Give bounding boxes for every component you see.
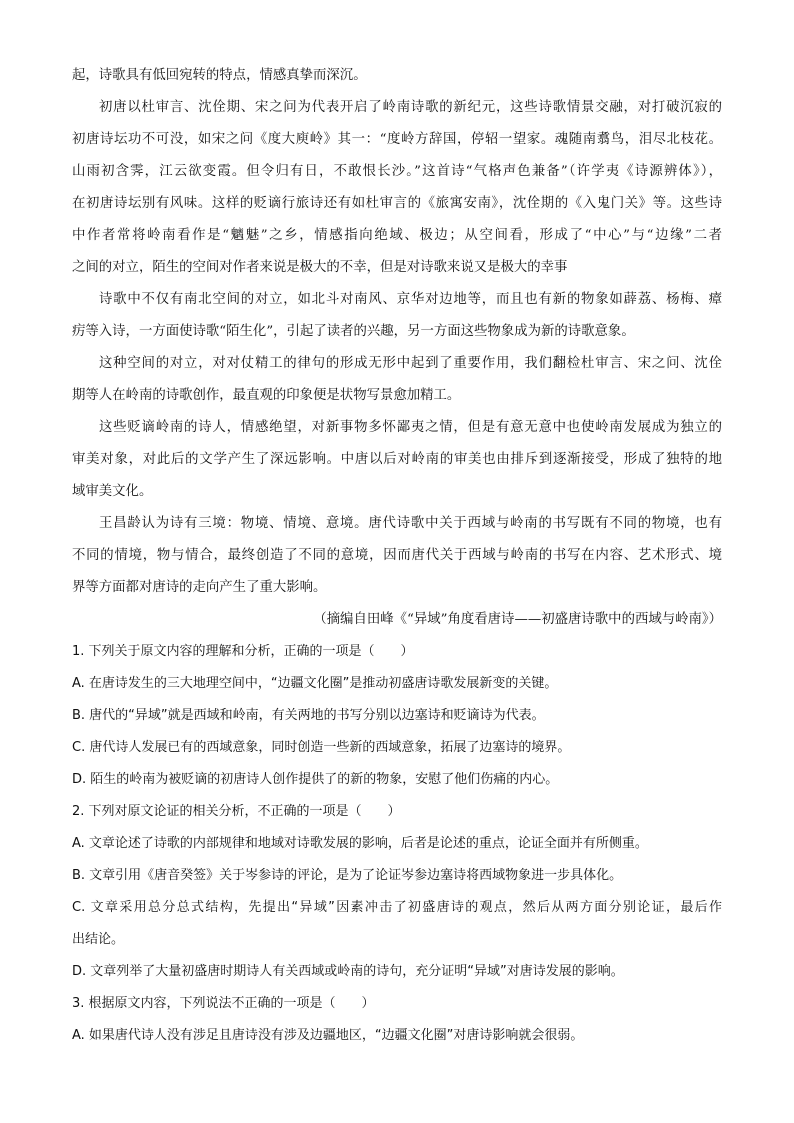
passage-line: 王昌龄认为诗有三境：物境、情境、意境。唐代诗歌中关于西域与岭南的书写既有不同的物境，也有 [99, 516, 722, 531]
passage-line: 中作者常将岭南看作是“魑魅”之乡，情感指向绝域、极边；从空间看，形成了“中心”与“边缘”二者 [72, 228, 722, 243]
passage-line: 在初唐诗坛别有风味。这样的贬谪行旅诗还有如杜审言的《旅寓安南》，沈佺期的《入鬼门关》等。这些诗 [72, 196, 722, 211]
passage-line: 之间的对立，陌生的空间对作者来说是极大的不幸，但是对诗歌来说又是极大的幸事 [72, 260, 568, 275]
question-stem: 2. 下列对原文论证的相关分析，不正确的一项是（ ） [72, 804, 401, 819]
option-d: D. 陌生的岭南为被贬谪的初唐诗人创作提供了的新的物象，安慰了他们伤痛的内心。 [72, 772, 559, 787]
question-stem: 1. 下列关于原文内容的理解和分析，正确的一项是（ ） [72, 644, 414, 659]
passage-line: 界等方面都对唐诗的走向产生了重大影响。 [72, 580, 327, 595]
passage-line: 这些贬谪岭南的诗人，情感绝望，对新事物多怀鄙夷之情，但是有意无意中也使岭南发展成为独立的 [99, 420, 722, 435]
passage-line: 诗歌中不仅有南北空间的对立，如北斗对南风、京华对边地等，而且也有新的物象如薜荔、杨梅、瘴 [99, 292, 722, 307]
passage-line: 域审美文化。 [72, 484, 153, 499]
option-c: C. 文章采用总分总式结构，先提出“异域”因素冲击了初盛唐诗的观点，然后从两方面分别论证，最后作 [72, 900, 722, 915]
option-c-continued: 出结论。 [72, 932, 125, 947]
option-c: C. 唐代诗人发展已有的西域意象，同时创造一些新的西域意象，拓展了边塞诗的境界。 [72, 740, 571, 755]
option-a: A. 在唐诗发生的三大地理空间中，“边疆文化圈”是推动初盛唐诗歌发展新变的关键。 [72, 676, 558, 691]
passage-line: 起，诗歌具有低回宛转的特点，情感真挚而深沉。 [72, 68, 367, 83]
option-b: B. 文章引用《唐音癸签》关于岑参诗的评论，是为了论证岑参边塞诗将西域物象进一步具体化。 [72, 868, 623, 883]
passage-line: 这种空间的对立，对对仗精工的律句的形成无形中起到了重要作用，我们翻检杜审言、宋之问、沈佺 [99, 356, 722, 371]
option-d: D. 文章列举了大量初盛唐时期诗人有关西域或岭南的诗句，充分证明“异域”对唐诗发展的影响。 [72, 964, 624, 979]
option-a: A. 文章论述了诗歌的内部规律和地域对诗歌发展的影响，后者是论述的重点，论证全面并有所侧重。 [72, 836, 648, 851]
passage-line: 期等人在岭南的诗歌创作，最直观的印象便是状物写景愈加精工。 [72, 388, 461, 403]
passage-line: 山雨初含霁，江云欲变霞。但令归有日，不敢恨长沙。”这首诗“气格声色兼备”（许学夷《诗源辨体》）， [72, 164, 722, 179]
passage-line: 初唐以杜审言、沈佺期、宋之问为代表开启了岭南诗歌的新纪元，这些诗歌情景交融，对打破沉寂的 [99, 100, 722, 115]
option-b: B. 唐代的“异域”就是西域和岭南，有关两地的书写分别以边塞诗和贬谪诗为代表。 [72, 708, 545, 723]
option-a: A. 如果唐代诗人没有涉足且唐诗没有涉及边疆地区，“边疆文化圈”对唐诗影响就会很弱。 [72, 1028, 584, 1043]
passage-line: 初唐诗坛功不可没，如宋之问《度大庾岭》其一：“度岭方辞国，停轺一望家。魂随南翥鸟，泪尽北枝花。 [72, 132, 722, 147]
passage-line: 审美对象，对此后的文学产生了深远影响。中唐以后对岭南的审美也由排斥到逐渐接受，形成了独特的地 [72, 452, 722, 467]
passage-line: 不同的情境，物与情合，最终创造了不同的意境，因而唐代关于西域与岭南的书写在内容、艺术形式、境 [72, 548, 722, 563]
passage-source: （摘编自田峰《“异域”角度看唐诗——初盛唐诗歌中的西域与岭南》） [313, 612, 722, 627]
question-stem: 3. 根据原文内容，下列说法不正确的一项是（ ） [72, 996, 375, 1011]
passage-line: 疠等入诗，一方面使诗歌“陌生化”，引起了读者的兴趣，另一方面这些物象成为新的诗歌意象。 [72, 324, 635, 339]
